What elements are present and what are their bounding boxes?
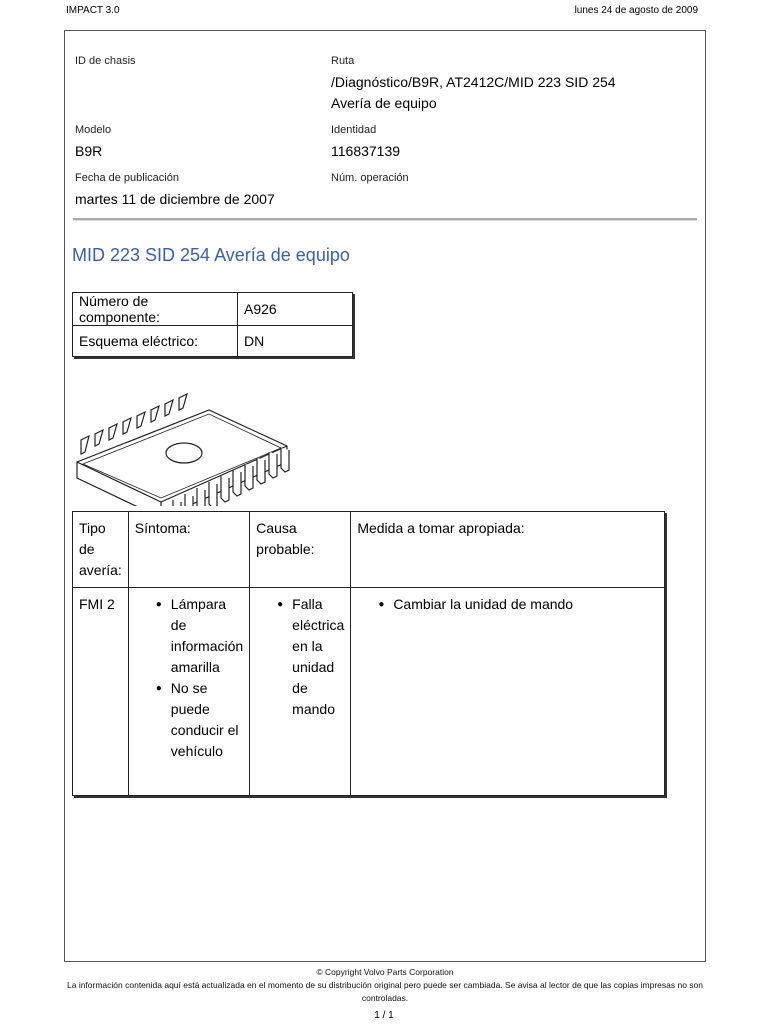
action-cell — [351, 588, 665, 796]
disclaimer-text: La información contenida aquí está actualizada en el momento de su distribución original pero puede ser cambiada. Se avisa al lector de que las copias impresas no son controladas. — [67, 980, 703, 1003]
operation-number-label: Núm. operación — [331, 172, 409, 184]
cause-cell — [250, 588, 351, 796]
chassis-label: ID de chasis — [75, 55, 136, 67]
print-date: lunes 24 de agosto de 2009 — [574, 5, 698, 16]
pubdate-label: Fecha de publicación — [75, 172, 179, 184]
route-value-line1: /Diagnóstico/B9R, AT2412C/MID 223 SID 254 — [331, 74, 616, 90]
page-header — [66, 5, 698, 19]
identity-label: Identidad — [331, 124, 377, 136]
identity-value: 116837139 — [331, 143, 401, 159]
component-number-value: A926 — [238, 293, 353, 326]
symptom-item: ● No se puede conducir el vehículo — [171, 678, 243, 762]
wiring-diagram-value: DN — [238, 326, 353, 357]
table-row — [73, 588, 665, 796]
symptom-item: ● Lámpara de información amarilla — [171, 594, 243, 678]
header-fault-type: Tipo de avería: — [73, 512, 129, 588]
component-chip-illustration — [69, 376, 309, 506]
component-number-label: Número de componente: — [73, 293, 238, 326]
page-number: 1 / 1 — [374, 1010, 394, 1021]
component-table — [72, 292, 353, 357]
action-item: ● Cambiar la unidad de mando — [393, 594, 658, 615]
fault-type-cell: FMI 2 — [73, 588, 129, 796]
header-symptom: Síntoma: — [128, 512, 249, 588]
fault-table — [72, 511, 665, 796]
pubdate-value: martes 11 de diciembre de 2007 — [75, 191, 275, 207]
copyright-text: © Copyright Volvo Parts Corporation — [316, 967, 454, 977]
app-name: IMPACT 3.0 — [66, 5, 120, 16]
header-action: Medida a tomar apropiada: — [351, 512, 665, 588]
cause-item: ● Falla eléctrica en la unidad de mando — [292, 594, 344, 720]
document-frame — [64, 30, 706, 962]
model-label: Modelo — [75, 124, 112, 136]
model-value: B9R — [75, 143, 103, 159]
table-row — [73, 293, 353, 326]
document-title: MID 223 SID 254 Avería de equipo — [72, 245, 350, 265]
chip-notch — [166, 443, 202, 463]
wiring-diagram-label: Esquema eléctrico: — [73, 326, 238, 357]
symptom-cell — [128, 588, 249, 796]
route-label: Ruta — [331, 55, 355, 67]
page-footer — [64, 966, 706, 1005]
table-header-row — [73, 512, 665, 588]
section-divider — [73, 218, 697, 221]
header-probable-cause: Causa probable: — [250, 512, 351, 588]
table-row — [73, 326, 353, 357]
route-value-line2: Avería de equipo — [331, 95, 437, 111]
